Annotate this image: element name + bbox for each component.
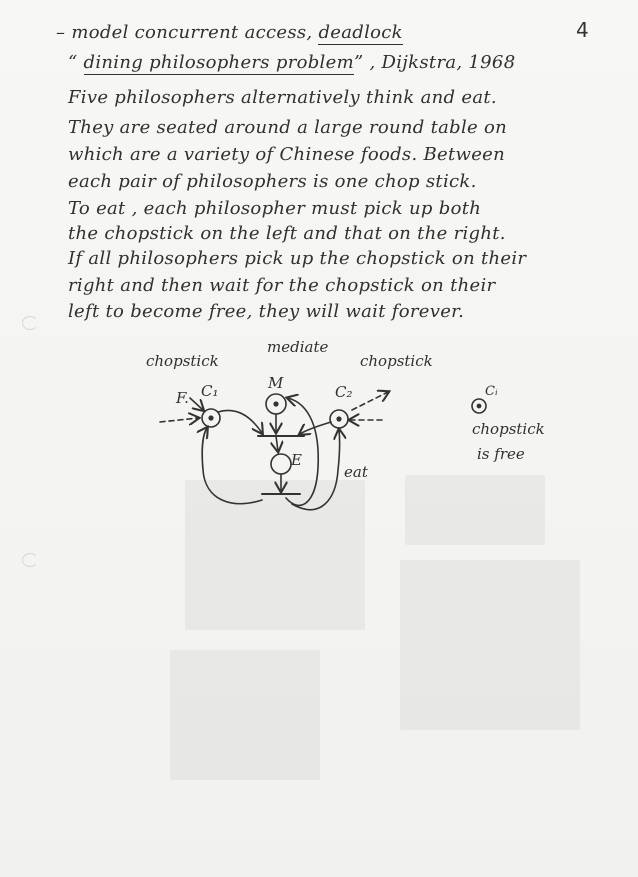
text-line-5: which are a variety of Chinese foods. Between [68, 144, 506, 165]
place-e [271, 454, 291, 474]
label-m: M [268, 374, 284, 392]
page-number: 4 [576, 18, 589, 42]
text-line-4: They are seated around a large round table on [68, 117, 508, 138]
arc-external-into-c1 [160, 418, 198, 422]
label-f: F. [176, 389, 189, 407]
token-ci [477, 404, 480, 407]
arc-f-into-c1 [190, 398, 203, 410]
label-e: E [291, 451, 302, 469]
arc-c1-to-transition [218, 410, 262, 433]
text-line-6: each pair of philosophers is one chop stick. [68, 171, 477, 192]
label-mediate: mediate [267, 338, 329, 356]
token-c1 [209, 416, 213, 420]
label-chopstick-left: chopstick [146, 352, 219, 370]
token-c2 [337, 417, 341, 421]
line-2-open-quote: “ [68, 52, 84, 73]
legend-text-is-free: is free [477, 445, 525, 463]
text-line-10: right and then wait for the chopstick on their [68, 275, 496, 296]
text-line-9: If all philosophers pick up the chopstick on their [68, 248, 527, 269]
arc-transition-to-e [276, 436, 278, 451]
legend-text-chopstick: chopstick [472, 420, 545, 438]
text-line-7: To eat , each philosopher must pick up both [68, 198, 482, 219]
token-m [274, 402, 278, 406]
text-line-11: left to become free, they will wait forever. [68, 301, 465, 322]
arc-release-to-c1 [202, 428, 262, 504]
line-1-underlined: deadlock [318, 22, 403, 43]
label-eat: eat [344, 463, 368, 481]
label-c2: C₂ [335, 383, 353, 401]
text-line-8: the chopstick on the left and that on the right. [68, 223, 506, 244]
arc-release-to-c2 [292, 430, 340, 510]
label-chopstick-right: chopstick [360, 352, 433, 370]
line-2-close: ” , Dijkstra, 1968 [353, 52, 516, 73]
arc-c2-to-external [352, 392, 388, 410]
text-line-3: Five philosophers alternatively think and eat. [68, 87, 497, 108]
label-c1: C₁ [201, 382, 219, 400]
legend-label-ci: Cᵢ [485, 384, 498, 399]
line-2-underlined: dining philosophers problem [83, 52, 354, 73]
line-1-prefix: – model concurrent access, [56, 22, 319, 43]
arc-release-to-m [286, 398, 318, 505]
